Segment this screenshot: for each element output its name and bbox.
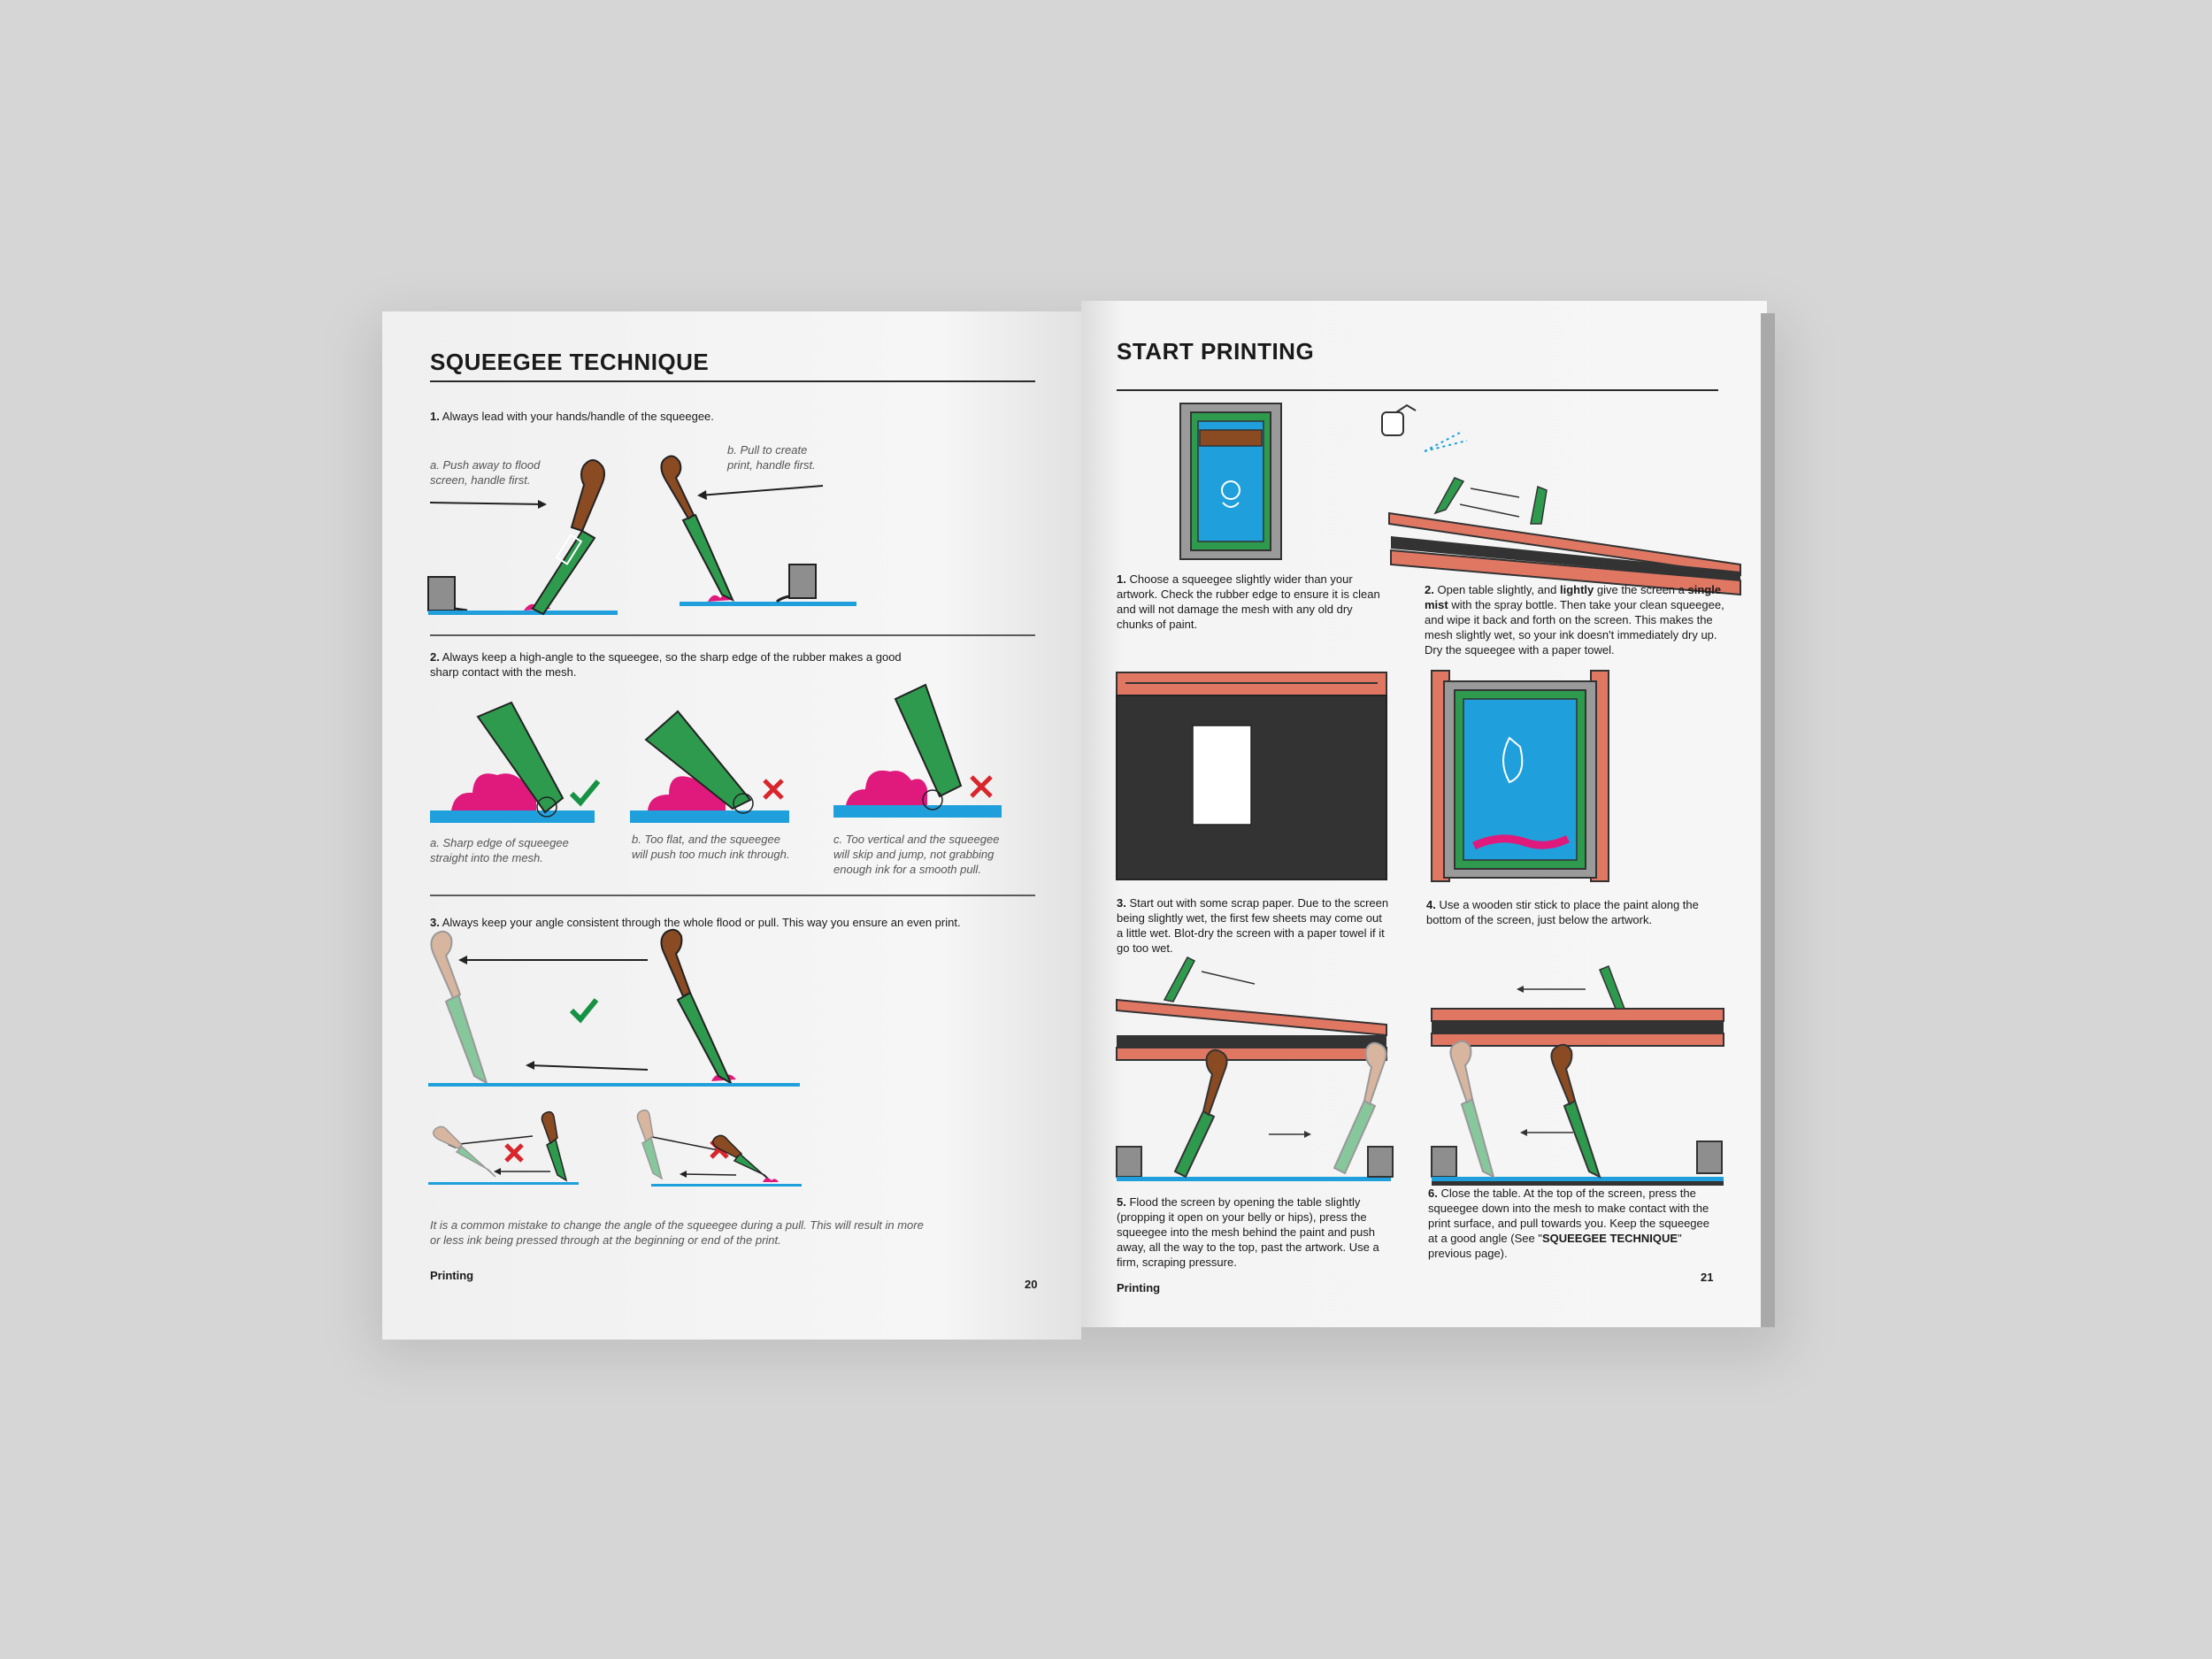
step-3-text: 3. Start out with some scrap paper. Due to the screen being slightly wet, the first few sheets may come out a little wet. Blot-dry the screen with a paper towel if it go too wet. [1117, 896, 1389, 955]
step-5-text: 5. Flood the screen by opening the table slightly (propping it open on your belly or hips), press the squeegee into the mesh behind the paint and push away, all the way to the top, past the artwork. Use a firm, scraping pressure. [1117, 1195, 1379, 1269]
right-page [1081, 301, 1767, 1327]
left-page [382, 311, 1081, 1340]
caption-1b: b. Pull to create print, handle first. [727, 443, 816, 472]
page-stack-edge [1761, 313, 1775, 1327]
step-1-text: 1. Always lead with your hands/handle of the squeegee. [430, 410, 714, 423]
page-number: 21 [1701, 1271, 1714, 1284]
step-6-text: 6. Close the table. At the top of the screen, press the squeegee down into the mesh to make contact with the print surface, and pull towards you. Keep the squeegee at a good angle (See "SQUEEGEE TECHNIQUE" previous page). [1428, 1187, 1709, 1260]
page-title: START PRINTING [1117, 338, 1315, 365]
step-3-illustration [382, 311, 1081, 1338]
step-4-text: 4. Use a wooden stir stick to place the paint along the bottom of the screen, just below the artwork. [1426, 898, 1699, 926]
step-2-text: 2. Always keep a high-angle to the squeegee, so the sharp edge of the rubber makes a good sharp contact with the mesh. [430, 650, 902, 679]
page-number: 20 [1025, 1278, 1038, 1291]
right-illustrations [1081, 301, 1767, 1327]
caption-2c: c. Too vertical and the squeegee will skip and jump, not grabbing enough ink for a smooth pull. [833, 833, 1000, 876]
angle-mistake-note: It is a common mistake to change the angle of the squeegee during a pull. This will result in more or less ink being pressed through at the beginning or end of the print. [430, 1218, 924, 1247]
footer-section: Printing [1117, 1281, 1161, 1294]
step-2-text: 2. Open table slightly, and lightly give the screen a single mist with the spray bottle. Then take your clean squeegee, and wipe it back and forth on the screen. This makes the mesh slightly wet, so your ink doesn't immediately dry up. Dry the squeegee with a paper towel. [1425, 583, 1724, 657]
caption-2b: b. Too flat, and the squeegee will push too much ink through. [632, 833, 790, 861]
caption-2a: a. Sharp edge of squeegee straight into the mesh. [430, 836, 569, 864]
footer-section: Printing [430, 1269, 474, 1282]
caption-1a: a. Push away to flood screen, handle first. [430, 458, 541, 487]
page-title: SQUEEGEE TECHNIQUE [430, 349, 710, 375]
step-1-text: 1. Choose a squeegee slightly wider than your artwork. Check the rubber edge to ensure it is clean and will not damage the mesh with any old dry chunks of paint. [1117, 572, 1380, 631]
step-3-text: 3. Always keep your angle consistent through the whole flood or pull. This way you ensure an even print. [430, 916, 961, 929]
